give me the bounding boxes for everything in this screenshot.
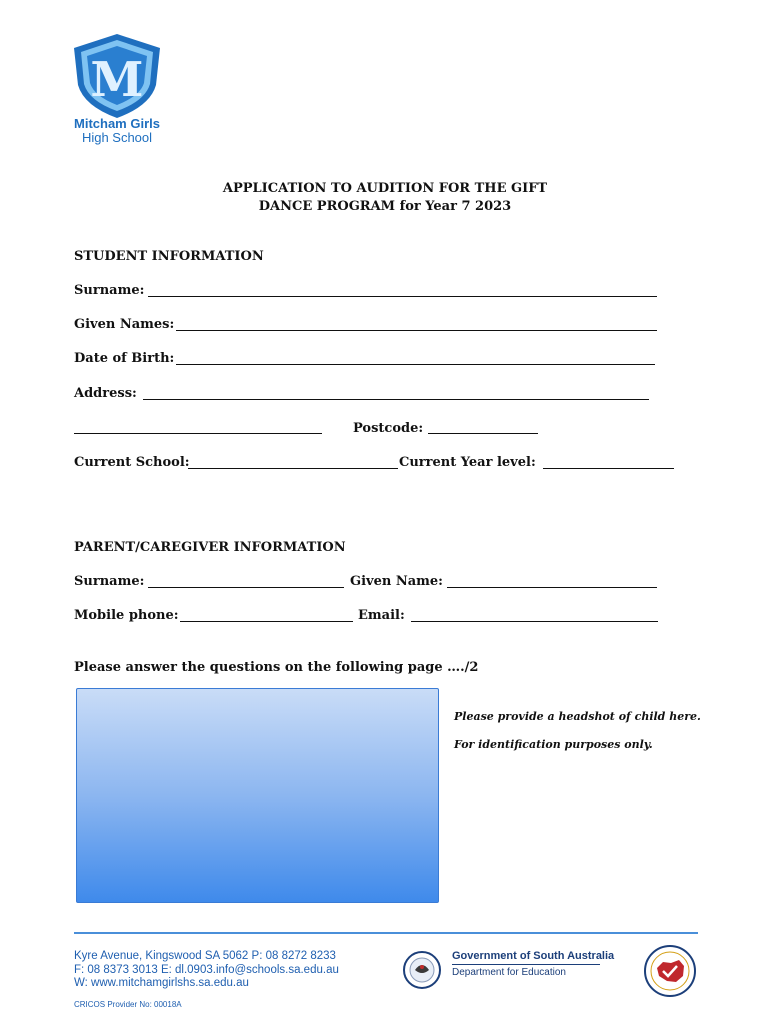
photo-note-line1: Please provide a headshot of child here. <box>454 710 701 723</box>
footer-divider <box>74 932 698 934</box>
svg-text:M: M <box>90 52 144 108</box>
instruction-text: Please answer the questions on the following page …./2 <box>74 660 479 675</box>
mobile-phone-field[interactable] <box>180 621 353 622</box>
student-given-names-label: Given Names: <box>74 317 175 332</box>
student-dob-field[interactable] <box>176 364 655 365</box>
school-name-line2: High School <box>81 130 153 145</box>
gov-crest-icon <box>402 950 442 990</box>
student-address-label: Address: <box>74 386 137 401</box>
student-dob-label: Date of Birth: <box>74 351 175 366</box>
accredited-school-badge-icon <box>643 944 697 998</box>
current-school-label: Current School: <box>74 455 190 470</box>
parent-given-name-label: Given Name: <box>350 574 443 589</box>
current-year-field[interactable] <box>543 468 674 469</box>
headshot-photo-box[interactable] <box>76 688 439 903</box>
current-year-label: Current Year level: <box>399 455 536 470</box>
student-surname-field[interactable] <box>148 296 657 297</box>
current-school-field[interactable] <box>188 468 398 469</box>
shield-icon <box>62 30 172 120</box>
student-address-field-line2[interactable] <box>74 433 322 434</box>
student-postcode-field[interactable] <box>428 433 538 434</box>
cricos-number: CRICOS Provider No: 00018A <box>74 1000 182 1009</box>
student-section-heading: STUDENT INFORMATION <box>74 249 264 264</box>
mobile-phone-label: Mobile phone: <box>74 608 179 623</box>
form-title-line1: APPLICATION TO AUDITION FOR THE GIFT <box>222 181 548 196</box>
footer-address: Kyre Avenue, Kingswood SA 5062 P: 08 8272 8233 <box>74 950 336 962</box>
footer-contact: F: 08 8373 3013 E: dl.0903.info@schools.sa.edu.au <box>74 964 339 976</box>
school-name-line1: Mitcham Girls <box>74 116 160 131</box>
gov-divider <box>452 964 600 965</box>
parent-section-heading: PARENT/CAREGIVER INFORMATION <box>74 540 346 555</box>
footer-website: W: www.mitchamgirlshs.sa.edu.au <box>74 977 249 989</box>
email-label: Email: <box>358 608 405 623</box>
email-field[interactable] <box>411 621 658 622</box>
photo-note-line2: For identification purposes only. <box>454 738 653 751</box>
parent-surname-label: Surname: <box>74 574 145 589</box>
form-title-line2: DANCE PROGRAM for Year 7 2023 <box>258 199 512 214</box>
gov-name: Government of South Australia <box>452 950 615 962</box>
student-postcode-label: Postcode: <box>353 421 424 436</box>
gov-department: Department for Education <box>452 967 566 978</box>
student-surname-label: Surname: <box>74 283 145 298</box>
student-given-names-field[interactable] <box>176 330 657 331</box>
parent-surname-field[interactable] <box>148 587 344 588</box>
school-name <box>62 117 172 145</box>
parent-given-name-field[interactable] <box>447 587 657 588</box>
student-address-field[interactable] <box>143 399 649 400</box>
